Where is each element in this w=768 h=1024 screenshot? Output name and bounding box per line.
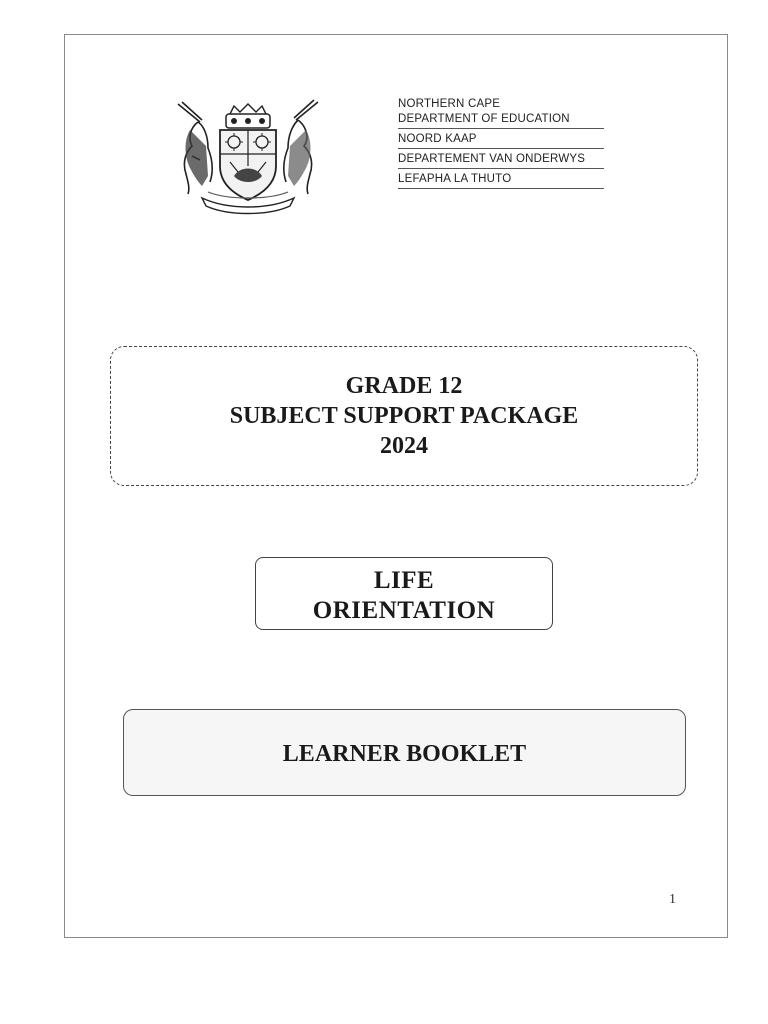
department-line: DEPARTMENT OF EDUCATION xyxy=(398,111,604,129)
subject-line-1: LIFE xyxy=(373,567,435,594)
department-line: NORTHERN CAPE xyxy=(398,98,501,110)
department-line: LEFAPHA LA THUTO xyxy=(398,171,604,189)
subject-line-2: ORIENTATION xyxy=(312,597,496,624)
department-line: DEPARTEMENT VAN ONDERWYS xyxy=(398,151,604,169)
department-line: NOORD KAAP xyxy=(398,131,604,149)
department-header xyxy=(398,96,604,189)
grade-title-box xyxy=(110,346,698,486)
year-label: 2024 xyxy=(380,433,428,459)
page-number: 1 xyxy=(669,892,676,907)
booklet-box xyxy=(123,709,686,796)
booklet-label: LEARNER BOOKLET xyxy=(282,741,527,767)
grade-label: GRADE 12 xyxy=(345,373,463,399)
page-border xyxy=(64,34,728,938)
coat-of-arms-icon xyxy=(168,96,328,216)
package-label: SUBJECT SUPPORT PACKAGE xyxy=(229,403,579,429)
subject-box xyxy=(255,557,553,630)
